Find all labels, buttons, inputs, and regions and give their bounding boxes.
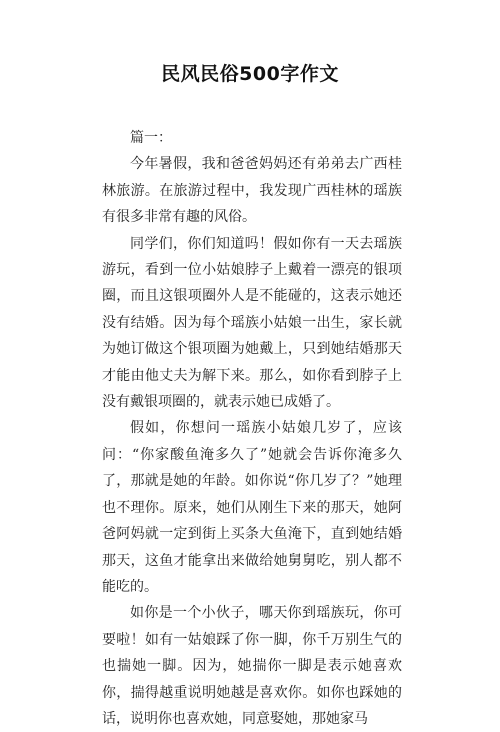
document-title: 民风民俗500字作文 bbox=[161, 63, 339, 85]
document-body bbox=[102, 125, 402, 732]
paragraph-2: 同学们，你们知道吗！假如你有一天去瑶族游玩，看到一位小姑娘脖子上戴着一漂亮的银项圈，而且这银项圈外人是不能碰的，这表示她还没有结婚。因为每个瑶族小姑娘一出生，家长就为她订做这个银项圈为她戴上，只到她结婚那天才能由他丈夫为解下来。那么，如你看到脖子上没有戴银项圈的，就表示她已成婚了。 bbox=[102, 235, 402, 411]
paragraph-4: 如你是一个小伙子，哪天你到瑶族玩，你可要啦！如有一姑娘踩了你一脚，你千万别生气的也揣她一脚。因为，她揣你一脚是表示她喜欢你，揣得越重说明她越是喜欢你。如你也踩她的话，说明你也喜欢她，同意娶她，那她家马 bbox=[102, 605, 402, 727]
paragraph-1: 今年暑假，我和爸爸妈妈还有弟弟去广西桂林旅游。在旅游过程中，我发现广西桂林的瑶族有很多非常有趣的风俗。 bbox=[102, 156, 402, 226]
paragraph-3: 假如，你想问一瑶族小姑娘几岁了，应该问：“你家酸鱼淹多久了”她就会告诉你淹多久了，那就是她的年龄。如你说“你几岁了？”她理也不理你。原来，她们从刚生下来的那天，她阿爸阿妈就一定到街上买条大鱼淹下，直到她结婚那天，这鱼才能拿出来做给她舅舅吃，别人都不能吃的。 bbox=[102, 420, 402, 595]
section-label: 篇一： bbox=[130, 130, 172, 146]
